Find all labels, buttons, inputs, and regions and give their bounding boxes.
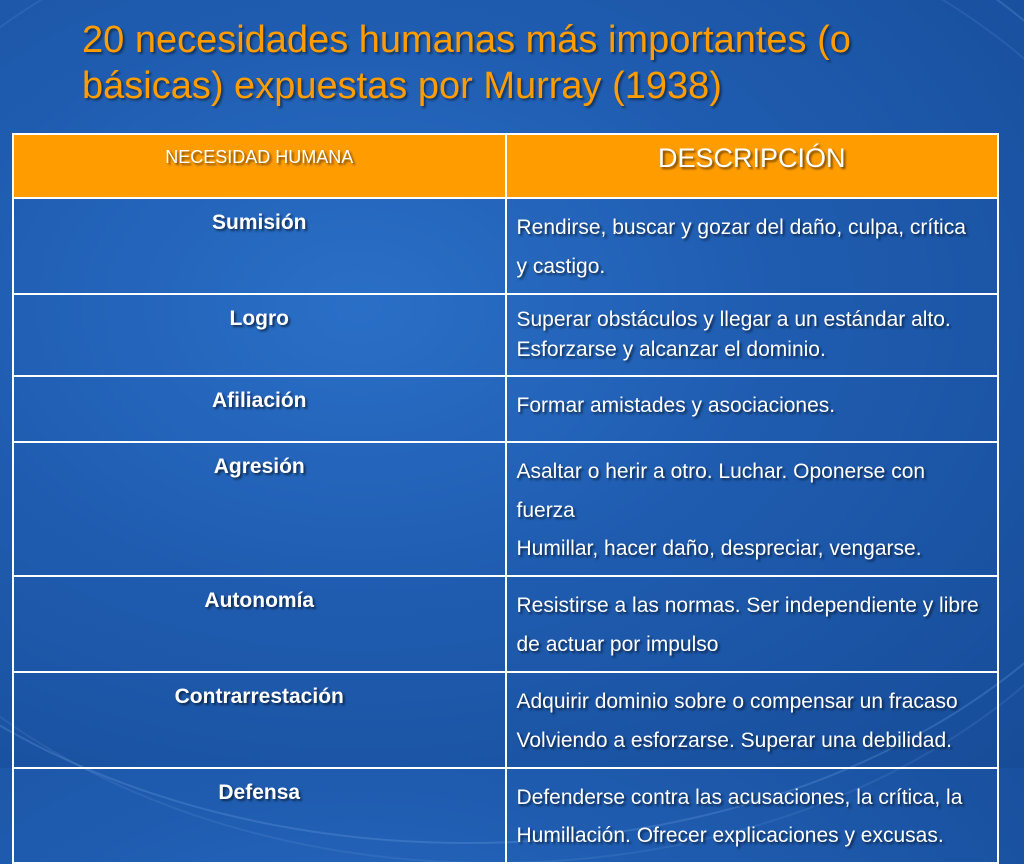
table-row — [13, 294, 998, 376]
needs-table-container — [12, 133, 999, 864]
description-line: Defenderse contra las acusaciones, la crítica, la — [516, 785, 963, 809]
need-cell: Autonomía — [13, 576, 506, 672]
description-line: Asaltar o herir a otro. Luchar. Oponerse con fuerza — [516, 459, 926, 522]
need-cell: Afiliación — [13, 376, 506, 442]
description-line: y castigo. — [516, 254, 606, 278]
description-cell — [506, 442, 999, 577]
table-header-row — [13, 134, 998, 198]
description-cell — [506, 768, 999, 864]
table-row — [13, 576, 998, 672]
need-cell: Contrarrestación — [13, 672, 506, 768]
need-cell: Logro — [13, 294, 506, 376]
header-need: NECESIDAD HUMANA — [13, 134, 506, 198]
description-line: Superar obstáculos y llegar a un estándar alto. — [516, 307, 951, 331]
table-row — [13, 768, 998, 864]
description-line: Humillación. Ofrecer explicaciones y excusas. — [516, 824, 944, 848]
description-line: Adquirir dominio sobre o compensar un fracaso — [516, 689, 958, 713]
table-row — [13, 198, 998, 294]
description-line: Humillar, hacer daño, despreciar, vengarse. — [516, 537, 922, 561]
description-cell — [506, 376, 999, 442]
needs-table — [12, 133, 999, 864]
description-line: Formar amistades y asociaciones. — [516, 393, 836, 417]
description-cell — [506, 576, 999, 672]
need-cell: Defensa — [13, 768, 506, 864]
table-row — [13, 672, 998, 768]
description-line: Resistirse a las normas. Ser independiente y libre — [516, 594, 979, 618]
slide-title: 20 necesidades humanas más importantes (o básicas) expuestas por Murray (1938) — [82, 19, 851, 107]
table-row — [13, 442, 998, 577]
description-line: Esforzarse y alcanzar el dominio. — [516, 338, 826, 362]
description-line: de actuar por impulso — [516, 633, 719, 657]
table-row — [13, 376, 998, 442]
description-line: Rendirse, buscar y gozar del daño, culpa, crítica — [516, 216, 966, 239]
description-cell — [506, 294, 999, 376]
header-description: DESCRIPCIÓN — [506, 134, 999, 198]
description-cell — [506, 198, 999, 294]
need-cell: Agresión — [13, 442, 506, 577]
need-cell: Sumisión — [13, 198, 506, 294]
description-line: Volviendo a esforzarse. Superar una debilidad. — [516, 728, 952, 752]
description-cell — [506, 672, 999, 768]
